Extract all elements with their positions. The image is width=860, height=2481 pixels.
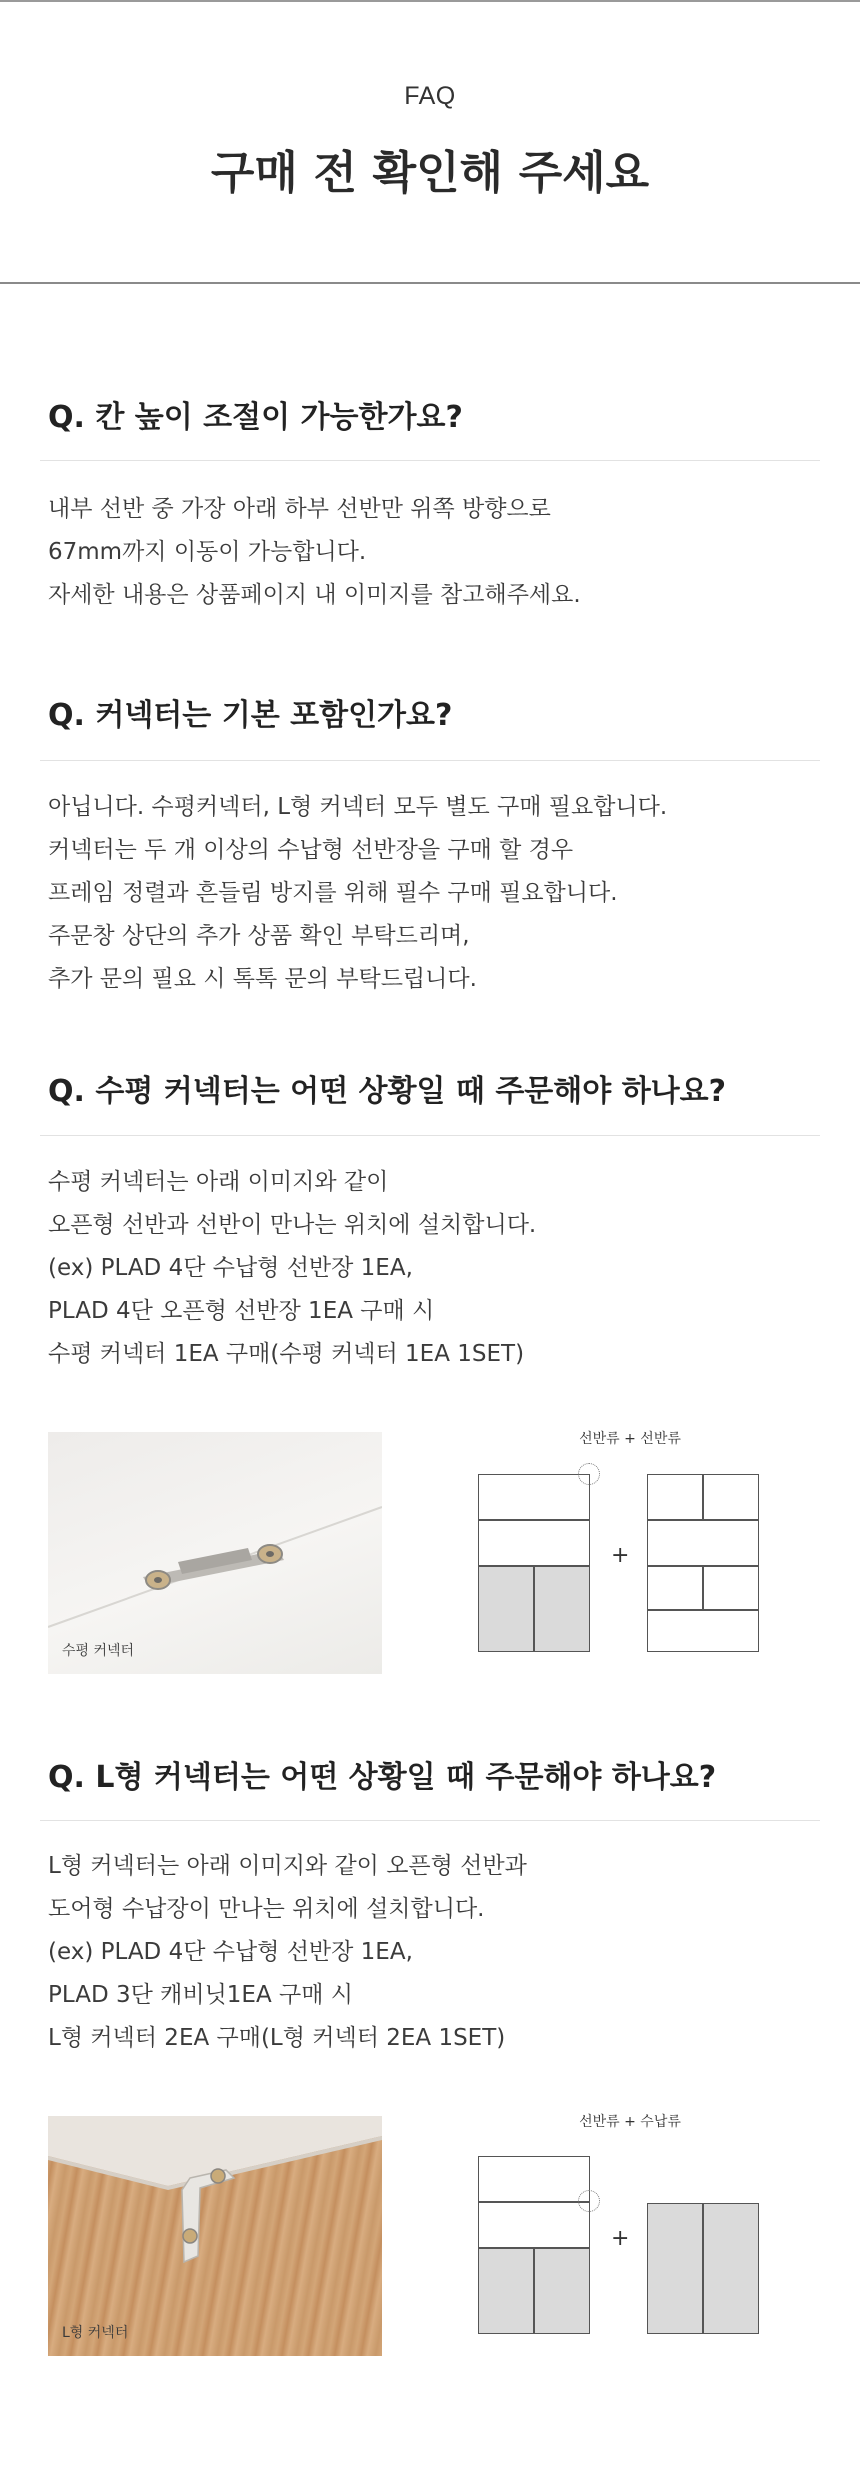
divider-line — [533, 1565, 535, 1651]
door-divider-line — [702, 2204, 704, 2333]
answer-line: PLAD 3단 캐비닛1EA 구매 시 — [48, 1982, 353, 2008]
answer-line: 내부 선반 중 가장 아래 하부 선반만 위쪽 방향으로 — [48, 496, 551, 522]
storage-cabinet-diagram — [647, 2203, 759, 2334]
diagram-label: 선반류 + 선반류 — [579, 1431, 681, 1447]
answer-line: 커넥터는 두 개 이상의 수납형 선반장을 구매 할 경우 — [48, 837, 574, 863]
photo-caption: L형 커넥터 — [62, 2325, 129, 2341]
connector-position-marker — [578, 1463, 600, 1485]
answer-line: PLAD 4단 오픈형 선반장 1EA 구매 시 — [48, 1298, 435, 1324]
faq-question-2: Q. 커넥터는 기본 포함인가요? — [48, 698, 453, 733]
plus-sign: + — [611, 2226, 630, 2251]
diagram-label: 선반류 + 수납류 — [579, 2114, 681, 2130]
faq-divider-2 — [40, 760, 820, 761]
divider-line — [702, 1565, 704, 1609]
divider-line — [702, 1475, 704, 1519]
divider-line — [533, 2247, 535, 2333]
shelf-unit-diagram — [478, 1474, 590, 1652]
page-header — [0, 2, 860, 282]
answer-line: 아닙니다. 수평커넥터, L형 커넥터 모두 별도 구매 필요합니다. — [48, 794, 668, 820]
answer-line: 자세한 내용은 상품페이지 내 이미지를 참고해주세요. — [48, 582, 581, 608]
faq-divider-1 — [40, 460, 820, 461]
l-connector-illustration — [48, 2116, 382, 2356]
shelf-line — [479, 2201, 589, 2203]
faq-answer-4 — [48, 1845, 527, 2060]
faq-question-1: Q. 칸 높이 조절이 가능한가요? — [48, 400, 463, 435]
answer-line: L형 커넥터는 아래 이미지와 같이 오픈형 선반과 — [48, 1853, 527, 1879]
answer-line: 오픈형 선반과 선반이 만나는 위치에 설치합니다. — [48, 1212, 537, 1238]
shelf-line — [648, 1609, 758, 1611]
horizontal-connector-photo — [48, 1432, 382, 1674]
page-title: 구매 전 확인해 주세요 — [210, 146, 650, 199]
answer-line: 추가 문의 필요 시 톡톡 문의 부탁드립니다. — [48, 966, 477, 992]
faq-divider-3 — [40, 1135, 820, 1136]
faq-answer-1 — [48, 488, 581, 617]
shelf-unit-diagram — [478, 2156, 590, 2334]
horizontal-connector-illustration — [48, 1432, 382, 1674]
answer-line: 프레임 정렬과 흔들림 방지를 위해 필수 구매 필요합니다. — [48, 880, 618, 906]
answer-line: (ex) PLAD 4단 수납형 선반장 1EA, — [48, 1939, 413, 1965]
answer-line: 도어형 수납장이 만나는 위치에 설치합니다. — [48, 1896, 485, 1922]
answer-line: (ex) PLAD 4단 수납형 선반장 1EA, — [48, 1255, 413, 1281]
answer-line: 수평 커넥터 1EA 구매(수평 커넥터 1EA 1SET) — [48, 1341, 525, 1367]
answer-line: 주문창 상단의 추가 상품 확인 부탁드리며, — [48, 923, 470, 949]
faq-answer-3 — [48, 1161, 536, 1376]
photo-caption: 수평 커넥터 — [62, 1643, 135, 1659]
header-divider — [0, 282, 860, 284]
shelf-line — [479, 1519, 589, 1521]
answer-line: 67mm까지 이동이 가능합니다. — [48, 539, 367, 565]
shelf-line — [648, 1519, 758, 1521]
answer-line: L형 커넥터 2EA 구매(L형 커넥터 2EA 1SET) — [48, 2025, 506, 2051]
plus-sign: + — [611, 1543, 630, 1568]
l-connector-photo — [48, 2116, 382, 2356]
faq-question-4: Q. L형 커넥터는 어떤 상황일 때 주문해야 하나요? — [48, 1760, 717, 1795]
answer-line: 수평 커넥터는 아래 이미지와 같이 — [48, 1169, 389, 1195]
connector-position-marker — [578, 2190, 600, 2212]
open-shelf-diagram — [647, 1474, 759, 1652]
faq-question-3: Q. 수평 커넥터는 어떤 상황일 때 주문해야 하나요? — [48, 1074, 727, 1109]
faq-answer-2 — [48, 786, 667, 1001]
faq-eyebrow: FAQ — [404, 82, 456, 110]
faq-divider-4 — [40, 1820, 820, 1821]
